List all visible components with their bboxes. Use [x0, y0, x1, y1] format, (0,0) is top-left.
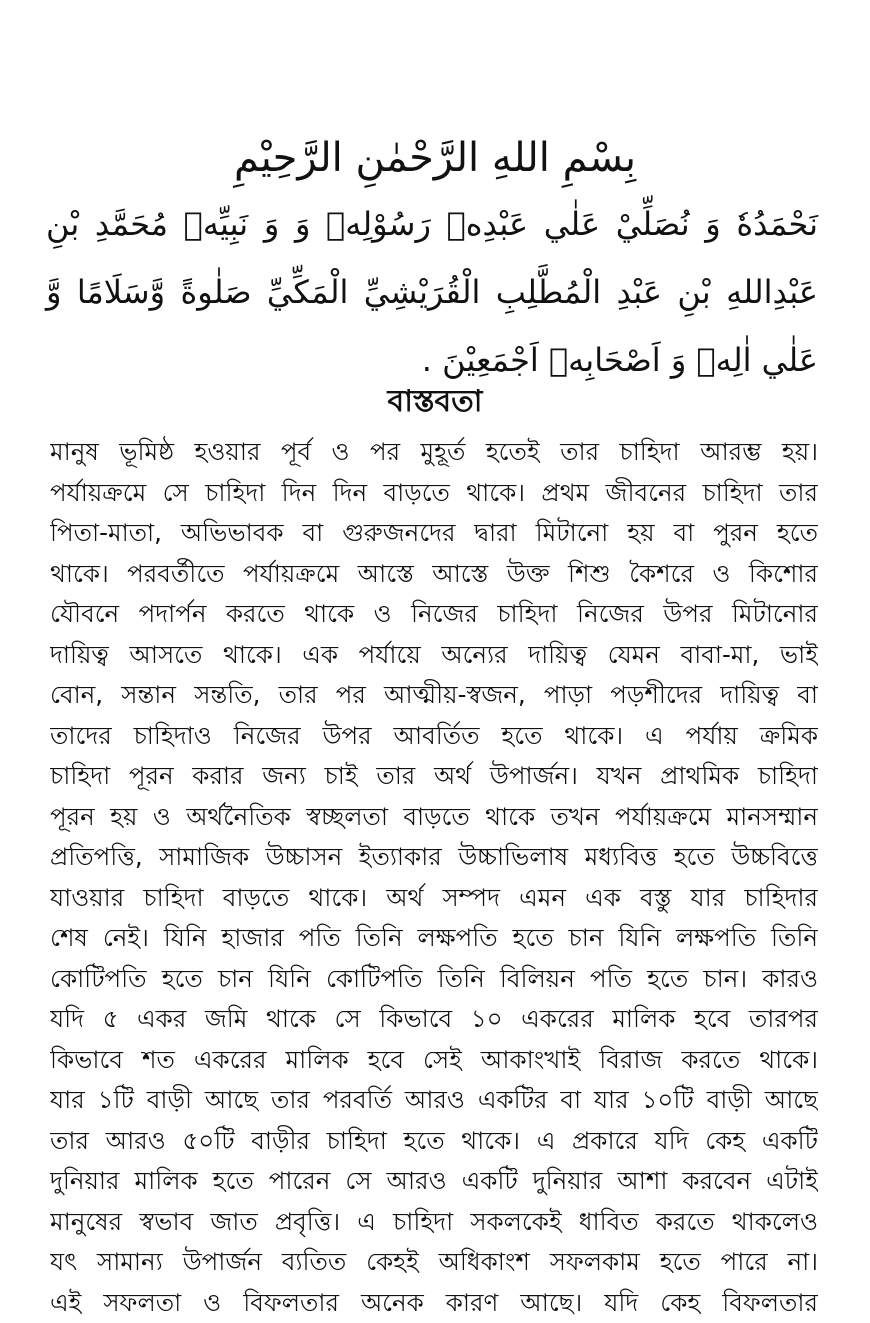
text-line: দায়িত্ব আসতে থাকে। এক পর্যায়ে অন্যের দায়িত্ব যেমন বাবা-মা, ভাই: [50, 635, 818, 676]
text-line: পিতা-মাতা, অভিভাবক বা গুরুজনদের দ্বারা মিটানো হয় বা পুরন হতে: [50, 513, 818, 554]
text-line: বোন, সন্তান সন্ততি, তার পর আত্মীয়-স্বজন, পাড়া পড়শীদের দায়িত্ব বা: [50, 675, 818, 716]
text-line: মানুষ ভূমিষ্ঠ হওয়ার পূর্ব ও পর মুহূর্ত হতেই তার চাহিদা আরম্ভ হয়।: [50, 432, 818, 473]
text-line: কিভাবে শত একরের মালিক হবে সেই আকাংখাই বিরাজ করতে থাকে।: [50, 1040, 818, 1081]
text-line: পর্যায়ক্রমে সে চাহিদা দিন দিন বাড়তে থাকে। প্রথম জীবনের চাহিদা তার: [50, 473, 818, 514]
text-line: তার আরও ৫০টি বাড়ীর চাহিদা হতে থাকে। এ প্রকারে যদি কেহ একটি: [50, 1121, 818, 1162]
text-line: তাদের চাহিদাও নিজের উপর আবর্তিত হতে থাকে। এ পর্যায় ক্রমিক: [50, 716, 818, 757]
text-line: চাহিদা পূরন করার জন্য চাই তার অর্থ উপার্জন। যখন প্রাথমিক চাহিদা: [50, 756, 818, 797]
text-line: যদি ৫ একর জমি থাকে সে কিভাবে ১০ একরের মালিক হবে তারপর: [50, 999, 818, 1040]
text-line: এই সফলতা ও বিফলতার অনেক কারণ আছে। যদি কেহ বিফলতার: [50, 1283, 818, 1323]
arabic-invocation: نَحْمَدُهٗ وَ نُصَلِّيْ عَلٰي عَبْدِهٖ رَسُوْلِهٖ وَ وَ نَبِيِّهٖ مُحَمَّدِ بْنِ عَبْدِاللهِ بْنِ عَبْدِ الْمُطَّلِبِ الْقُرَيْشِيِّ الْمَكِّيِّ صَلٰوةً وَّسَلَامًا وَّ عَلٰي اٰلِهٖ وَ اَصْحَابِهٖ اَجْمَعِيْنَ .: [46, 190, 818, 394]
text-line: যৎ সামান্য উপার্জন ব্যতিত কেহই অধিকাংশ সফলকাম হতে পারে না।: [50, 1242, 818, 1283]
text-line: থাকে। পরবর্তীতে পর্যায়ক্রমে আস্তে আস্তে উক্ত শিশু কৈশরে ও কিশোর: [50, 554, 818, 595]
text-line: যাওয়ার চাহিদা বাড়তে থাকে। অর্থ সম্পদ এমন এক বস্তু যার চাহিদার: [50, 878, 818, 919]
bismillah-heading: بِسْمِ اللهِ الرَّحْمٰنِ الرَّحِيْمِ: [0, 128, 870, 188]
text-line: মানুষের স্বভাব জাত প্রবৃত্তি। এ চাহিদা সকলকেই ধাবিত করতে থাকলেও: [50, 1202, 818, 1243]
text-line: দুনিয়ার মালিক হতে পারেন সে আরও একটি দুনিয়ার আশা করবেন এটাই: [50, 1161, 818, 1202]
text-line: শেষ নেই। যিনি হাজার পতি তিনি লক্ষপতি হতে চান যিনি লক্ষপতি তিনি: [50, 918, 818, 959]
body-paragraph: [50, 432, 818, 1323]
section-heading: বাস্তবতা: [0, 380, 870, 424]
text-line: যার ১টি বাড়ী আছে তার পরবর্তি আরও একটির বা যার ১০টি বাড়ী আছে: [50, 1080, 818, 1121]
text-line: যৌবনে পদার্পন করতে থাকে ও নিজের চাহিদা নিজের উপর মিটানোর: [50, 594, 818, 635]
text-line: প্রতিপত্তি, সামাজিক উচ্চাসন ইত্যাকার উচ্চাভিলাষ মধ্যবিত্ত হতে উচ্চবিত্তে: [50, 837, 818, 878]
text-line: কোটিপতি হতে চান যিনি কোটিপতি তিনি বিলিয়ন পতি হতে চান। কারও: [50, 959, 818, 1000]
text-line: পূরন হয় ও অর্থনৈতিক স্বচ্ছলতা বাড়তে থাকে তখন পর্যায়ক্রমে মানসম্মান: [50, 797, 818, 838]
